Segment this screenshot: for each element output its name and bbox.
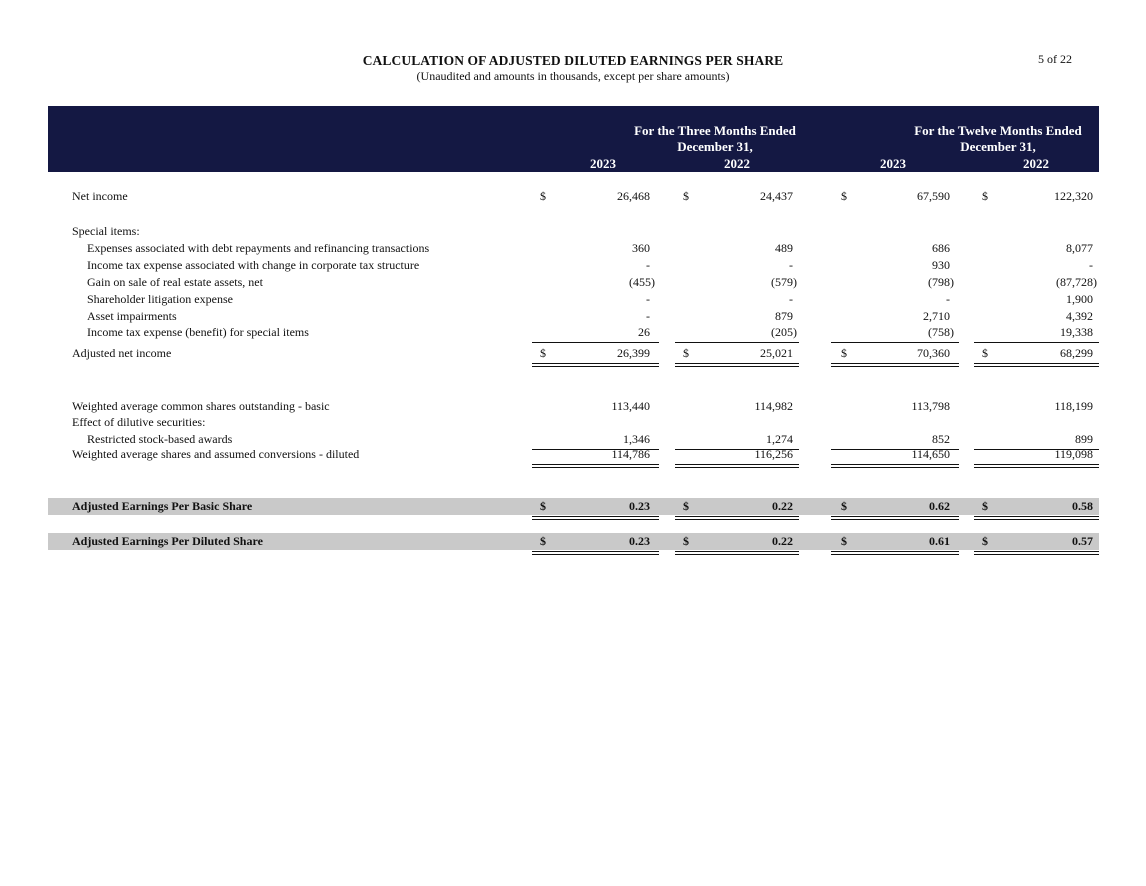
page-number: 5 of 22 bbox=[1038, 52, 1072, 66]
twelve-months-line1: For the Twelve Months Ended bbox=[914, 123, 1082, 138]
dollar-sign: $ bbox=[683, 499, 689, 513]
row-eps-diluted bbox=[0, 534, 1146, 551]
row-label: Net income bbox=[72, 189, 128, 203]
cell-value: 25,021 bbox=[760, 346, 793, 360]
cell-value: (579) bbox=[771, 275, 797, 289]
cell-value: 0.61 bbox=[929, 534, 950, 548]
cell-value: (87,728) bbox=[1056, 275, 1097, 289]
cell-value: 116,256 bbox=[754, 447, 793, 461]
cell-value: 119,098 bbox=[1054, 447, 1093, 461]
cell-value: 26,468 bbox=[617, 189, 650, 203]
row-label: Asset impairments bbox=[87, 309, 177, 323]
dollar-sign: $ bbox=[982, 346, 988, 360]
twelve-months-header bbox=[863, 123, 1133, 155]
row-label: Adjusted net income bbox=[72, 346, 172, 360]
row-label: Weighted average shares and assumed conversions - diluted bbox=[72, 447, 360, 461]
row-litigation bbox=[0, 292, 1146, 309]
row-shares-basic bbox=[0, 399, 1146, 416]
cell-value: 0.22 bbox=[772, 534, 793, 548]
row-adjusted-net-income bbox=[0, 346, 1146, 363]
year-col-3: 2023 bbox=[880, 156, 906, 171]
cell-value: 19,338 bbox=[1060, 325, 1093, 339]
row-special-items-heading bbox=[0, 224, 1146, 241]
dollar-sign: $ bbox=[540, 346, 546, 360]
cell-value: 26,399 bbox=[617, 346, 650, 360]
cell-value: 114,650 bbox=[911, 447, 950, 461]
cell-value: 0.23 bbox=[629, 534, 650, 548]
dollar-sign: $ bbox=[841, 346, 847, 360]
three-months-line1: For the Three Months Ended bbox=[634, 123, 796, 138]
cell-value: - bbox=[789, 292, 793, 306]
cell-value: - bbox=[1089, 258, 1093, 272]
cell-value: - bbox=[946, 292, 950, 306]
cell-value: 0.62 bbox=[929, 499, 950, 513]
cell-value: 2,710 bbox=[923, 309, 950, 323]
cell-value: 0.58 bbox=[1072, 499, 1093, 513]
report-subtitle: (Unaudited and amounts in thousands, except per share amounts) bbox=[416, 69, 730, 83]
cell-value: - bbox=[646, 292, 650, 306]
row-label: Income tax expense associated with change in corporate tax structure bbox=[87, 258, 420, 272]
row-debt-repayments bbox=[0, 241, 1146, 258]
dollar-sign: $ bbox=[683, 534, 689, 548]
cell-value: - bbox=[646, 258, 650, 272]
row-label: Gain on sale of real estate assets, net bbox=[87, 275, 263, 289]
row-label: Effect of dilutive securities: bbox=[72, 415, 206, 429]
row-tax-special bbox=[0, 325, 1146, 342]
row-net-income bbox=[0, 189, 1146, 206]
cell-value: 118,199 bbox=[1054, 399, 1093, 413]
cell-value: 899 bbox=[1075, 432, 1093, 446]
three-months-header bbox=[580, 123, 850, 155]
dollar-sign: $ bbox=[683, 189, 689, 203]
dollar-sign: $ bbox=[540, 499, 546, 513]
cell-value: 68,299 bbox=[1060, 346, 1093, 360]
cell-value: 852 bbox=[932, 432, 950, 446]
cell-value: 24,437 bbox=[760, 189, 793, 203]
row-label: Restricted stock-based awards bbox=[87, 432, 233, 446]
dollar-sign: $ bbox=[683, 346, 689, 360]
cell-value: 1,346 bbox=[623, 432, 650, 446]
row-label: Shareholder litigation expense bbox=[87, 292, 233, 306]
dollar-sign: $ bbox=[540, 189, 546, 203]
row-label: Adjusted Earnings Per Diluted Share bbox=[72, 534, 263, 548]
cell-value: 0.57 bbox=[1072, 534, 1093, 548]
report-title: CALCULATION OF ADJUSTED DILUTED EARNINGS PER SHARE bbox=[362, 53, 784, 68]
cell-value: (455) bbox=[629, 275, 655, 289]
row-label: Weighted average common shares outstanding - basic bbox=[72, 399, 330, 413]
cell-value: 4,392 bbox=[1066, 309, 1093, 323]
cell-value: 122,320 bbox=[1054, 189, 1093, 203]
year-col-4: 2022 bbox=[1023, 156, 1049, 171]
cell-value: 26 bbox=[638, 325, 650, 339]
cell-value: 113,440 bbox=[611, 399, 650, 413]
cell-value: (758) bbox=[928, 325, 954, 339]
year-col-1: 2023 bbox=[590, 156, 616, 171]
row-label: Expenses associated with debt repayments and refinancing transactions bbox=[87, 241, 430, 255]
table-header bbox=[48, 106, 1099, 172]
cell-value: 1,274 bbox=[766, 432, 793, 446]
cell-value: - bbox=[646, 309, 650, 323]
row-label: Adjusted Earnings Per Basic Share bbox=[72, 499, 253, 513]
dollar-sign: $ bbox=[841, 534, 847, 548]
cell-value: 879 bbox=[775, 309, 793, 323]
cell-value: 0.22 bbox=[772, 499, 793, 513]
cell-value: 360 bbox=[632, 241, 650, 255]
dollar-sign: $ bbox=[540, 534, 546, 548]
dollar-sign: $ bbox=[841, 189, 847, 203]
row-eps-basic bbox=[0, 499, 1146, 516]
cell-value: 489 bbox=[775, 241, 793, 255]
cell-value: 70,360 bbox=[917, 346, 950, 360]
cell-value: 930 bbox=[932, 258, 950, 272]
row-tax-structure bbox=[0, 258, 1146, 275]
row-label: Special items: bbox=[72, 224, 140, 238]
cell-value: (798) bbox=[928, 275, 954, 289]
year-col-2: 2022 bbox=[724, 156, 750, 171]
twelve-months-line2: December 31, bbox=[960, 139, 1036, 154]
cell-value: 8,077 bbox=[1066, 241, 1093, 255]
row-label: Income tax expense (benefit) for special items bbox=[87, 325, 309, 339]
cell-value: 114,786 bbox=[611, 447, 650, 461]
three-months-line2: December 31, bbox=[677, 139, 753, 154]
row-impairments bbox=[0, 309, 1146, 326]
cell-value: 686 bbox=[932, 241, 950, 255]
cell-value: (205) bbox=[771, 325, 797, 339]
cell-value: 114,982 bbox=[754, 399, 793, 413]
dollar-sign: $ bbox=[982, 534, 988, 548]
row-dilutive-heading bbox=[0, 415, 1146, 432]
dollar-sign: $ bbox=[841, 499, 847, 513]
dollar-sign: $ bbox=[982, 499, 988, 513]
cell-value: 0.23 bbox=[629, 499, 650, 513]
cell-value: - bbox=[789, 258, 793, 272]
cell-value: 1,900 bbox=[1066, 292, 1093, 306]
row-shares-diluted bbox=[0, 447, 1146, 464]
row-gain-sale bbox=[0, 275, 1146, 292]
cell-value: 113,798 bbox=[911, 399, 950, 413]
dollar-sign: $ bbox=[982, 189, 988, 203]
cell-value: 67,590 bbox=[917, 189, 950, 203]
